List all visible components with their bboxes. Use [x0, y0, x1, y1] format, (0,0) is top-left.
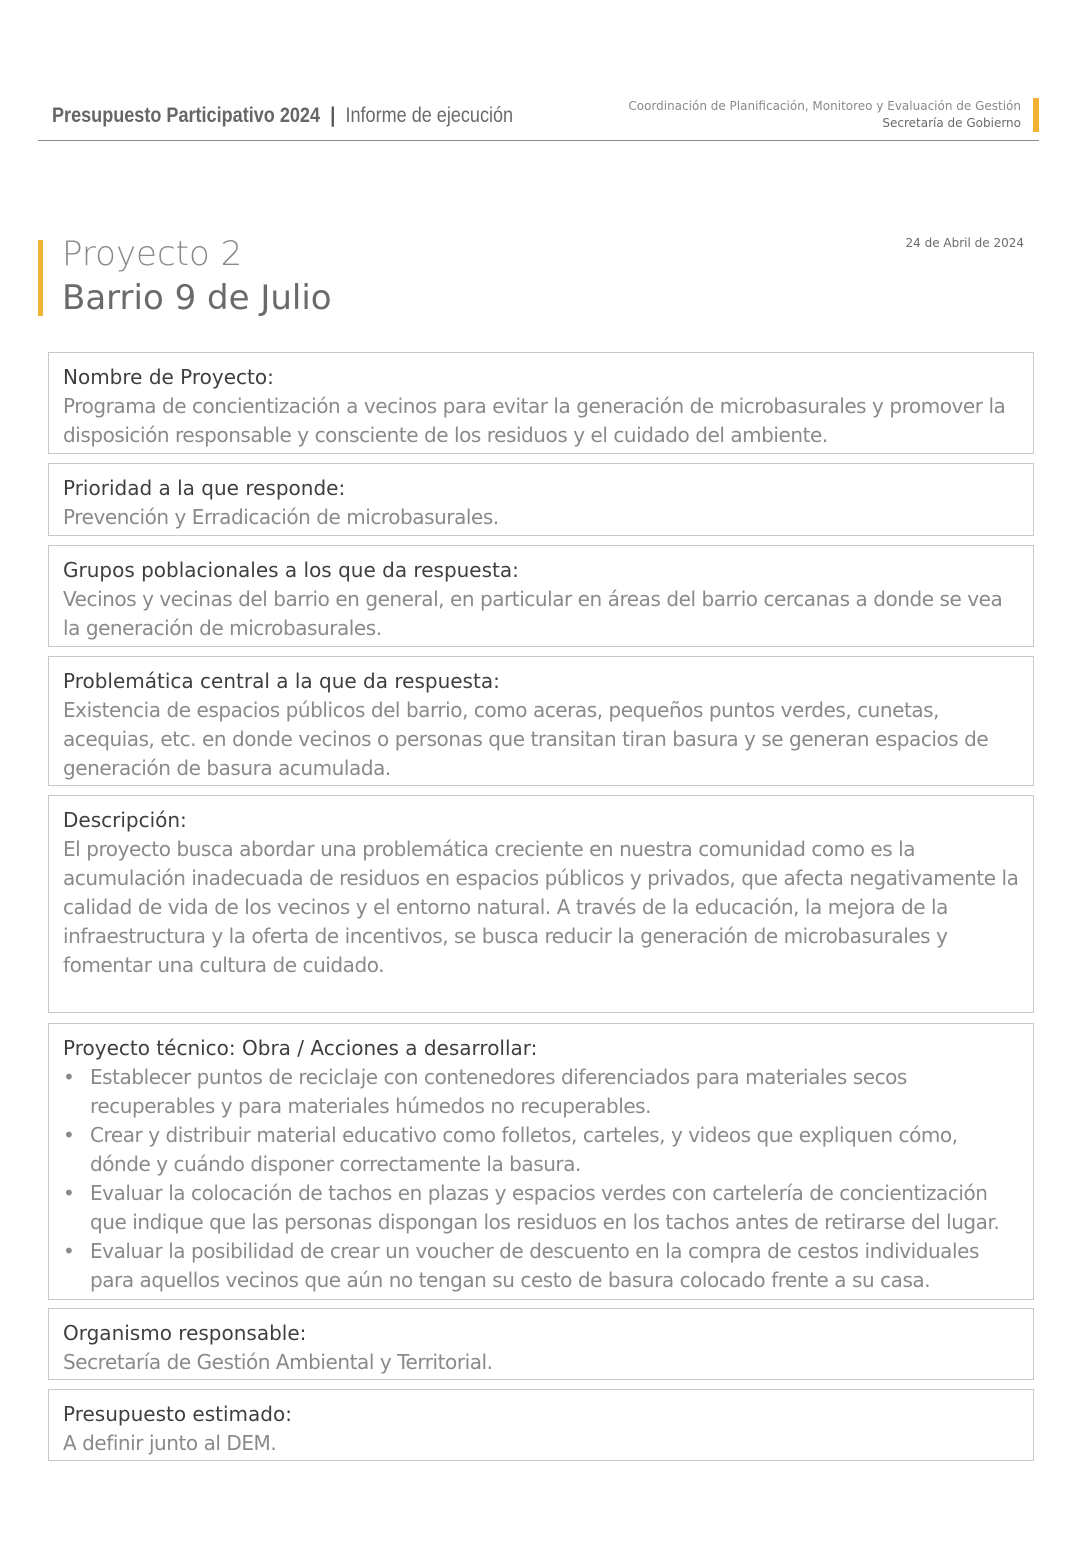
section-presupuesto [48, 1389, 1034, 1461]
section-label: Nombre de Proyecto: [63, 365, 274, 389]
list-item: • Crear y distribuir material educativo como folletos, carteles, y videos que expliquen cómo, dónde y cuándo disponer correctamente la basura. [63, 1121, 1019, 1179]
organization-line-1: Coordinación de Planificación, Monitoreo y Evaluación de Gestión [628, 99, 1021, 113]
report-date: 24 de Abril de 2024 [905, 236, 1024, 250]
section-label: Problemática central a la que da respuesta: [63, 669, 500, 693]
list-item: • Evaluar la colocación de tachos en plazas y espacios verdes con cartelería de concientización que indique que las personas dispongan los residuos en los tachos antes de retirarse del lugar. [63, 1179, 1019, 1237]
organization-block [628, 98, 1021, 132]
section-prioridad [48, 463, 1034, 536]
section-nombre [48, 352, 1034, 454]
project-number: Proyecto 2 [62, 234, 243, 274]
section-label: Descripción: [63, 808, 187, 832]
section-text: Prevención y Erradicación de microbasurales. [63, 505, 499, 529]
section-label: Prioridad a la que responde: [63, 476, 346, 500]
section-text: A definir junto al DEM. [63, 1431, 277, 1455]
section-descripcion [48, 795, 1034, 1013]
section-text: Secretaría de Gestión Ambiental y Territorial. [63, 1350, 493, 1374]
report-title [52, 104, 513, 128]
title-separator: | [330, 104, 336, 127]
list-item: • Establecer puntos de reciclaje con contenedores diferenciados para materiales secos recuperables y para materiales húmedos no recuperables. [63, 1063, 1019, 1121]
section-label: Presupuesto estimado: [63, 1402, 292, 1426]
title-accent-bar [38, 240, 43, 316]
actions-list [63, 1063, 1019, 1295]
section-grupos [48, 545, 1034, 647]
section-text: Vecinos y vecinas del barrio en general, en particular en áreas del barrio cercanas a donde se vea la generación de microbasurales. [63, 587, 1003, 640]
section-label: Organismo responsable: [63, 1321, 307, 1345]
section-problematica [48, 656, 1034, 786]
section-text: Existencia de espacios públicos del barrio, como aceras, pequeños puntos verdes, cunetas, acequias, etc. en donde vecinos o personas que transitan tiran basura y se generan espacios de generación de basura acumulada. [63, 698, 989, 780]
page-header [38, 88, 1039, 141]
section-organismo [48, 1308, 1034, 1380]
header-accent-bar [1033, 98, 1039, 132]
organization-line-2: Secretaría de Gobierno [882, 116, 1021, 130]
list-item: • Evaluar la posibilidad de crear un voucher de descuento en la compra de cestos individuales para aquellos vecinos que aún no tengan su cesto de basura colocado frente a su casa. [63, 1237, 1019, 1295]
section-text: El proyecto busca abordar una problemática creciente en nuestra comunidad como es la acumulación inadecuada de residuos en espacios públicos y privados, que afecta negativamente la calidad de vida de los vecinos y el entorno natural. A través de la educación, la mejora de la infraestructura y la oferta de incentivos, se busca reducir la generación de microbasurales y fomentar una cultura de cuidado. [63, 837, 1019, 977]
section-label: Proyecto técnico: Obra / Acciones a desarrollar: [63, 1036, 538, 1060]
section-proyecto-tecnico [48, 1023, 1034, 1300]
section-text: Programa de concientización a vecinos para evitar la generación de microbasurales y promover la disposición responsable y consciente de los residuos y el cuidado del ambiente. [63, 394, 1006, 447]
report-subtitle: Informe de ejecución [345, 104, 514, 127]
project-neighborhood: Barrio 9 de Julio [62, 278, 332, 318]
section-label: Grupos poblacionales a los que da respuesta: [63, 558, 519, 582]
report-title-main: Presupuesto Participativo 2024 [52, 104, 321, 127]
